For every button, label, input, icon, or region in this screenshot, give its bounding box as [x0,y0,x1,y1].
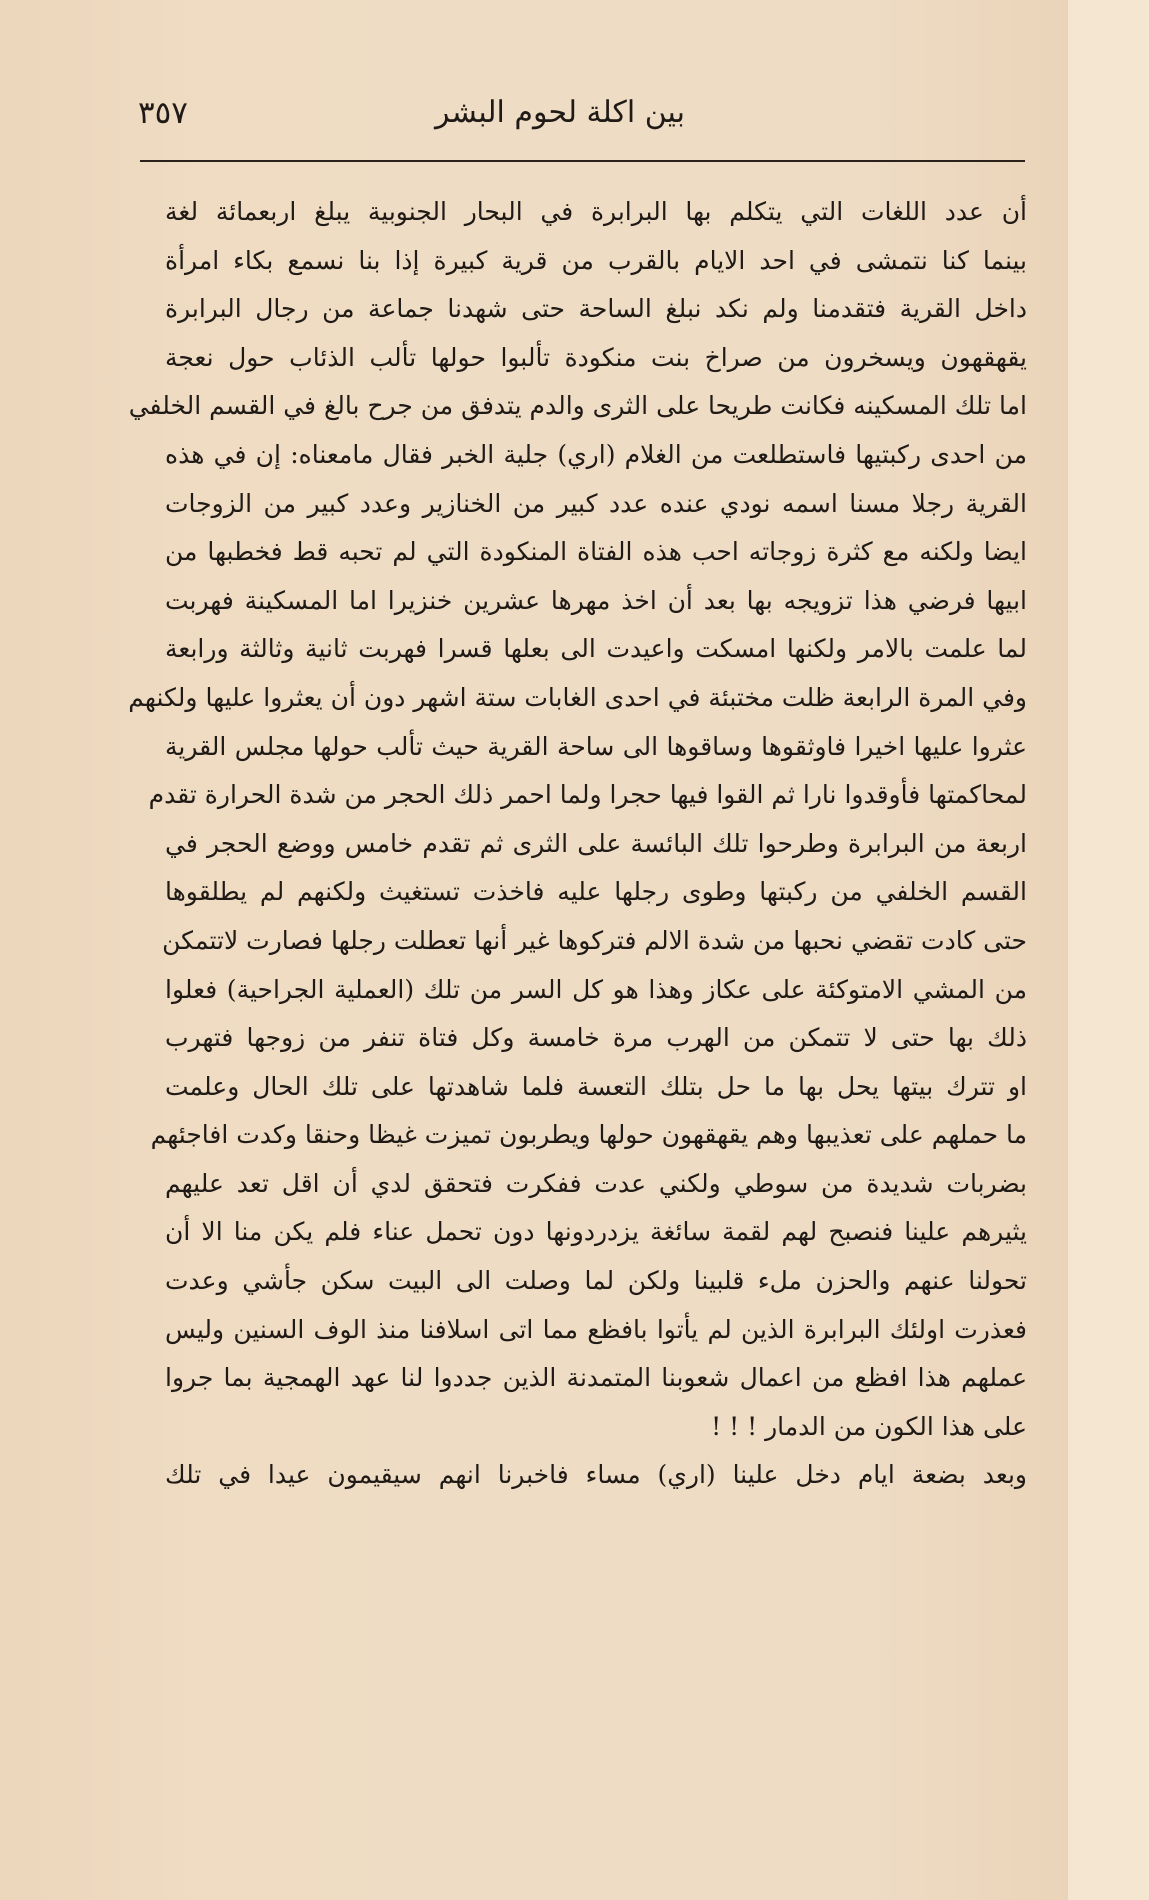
text-line: ابيها فرضي هذا تزويجه بها بعد أن اخذ مهرها عشرين خنزيرا اما المسكينة فهربت [165,585,1027,615]
text-line: بضربات شديدة من سوطي ولكني عدت ففكرت فتحقق لدي أن اقل تعد عليهم [165,1168,1027,1198]
text-line: ما حملهم على تعذيبها وهم يقهقهون حولها ويطربون تميزت غيظا وحنقا وكدت افاجئهم [150,1120,1027,1150]
text-line: يثيرهم علينا فنصبح لهم لقمة سائغة يزدردونها دون تحمل عناء فلم يكن منا الا أن [165,1217,1027,1247]
page-number: ٣٥٧ [138,95,188,131]
text-line: من المشي الامتوكئة على عكاز وهذا هو كل السر من تلك (العملية الجراحية) فعلوا [165,974,1027,1004]
text-line: وبعد بضعة ايام دخل علينا (اري) مساء فاخبرنا انهم سيقيمون عيدا في تلك [165,1460,1027,1490]
text-line: القرية رجلا مسنا اسمه نودي عنده عدد كبير من الخنازير وعدد كبير من الزوجات [165,488,1027,518]
text-line: لما علمت بالامر ولكنها امسكت واعيدت الى بعلها قسرا فهربت ثانية وثالثة ورابعة [165,634,1027,664]
text-line: داخل القرية فتقدمنا ولم نكد نبلغ الساحة حتى شهدنا جماعة من رجال البرابرة [165,294,1027,324]
page-edge [1068,0,1149,1900]
text-line: لمحاكمتها فأوقدوا نارا ثم القوا فيها حجرا ولما احمر ذلك الحجر من شدة الحرارة تقدم [148,780,1027,810]
text-line: أن عدد اللغات التي يتكلم بها البرابرة في البحار الجنوبية يبلغ اربعمائة لغة [165,197,1027,226]
text-line: يقهقهون ويسخرون من صراخ بنت منكودة تألبوا حولها تألب الذئاب حول نعجة [165,342,1027,372]
text-line: على هذا الكون من الدمار ! ! ! [711,1411,1027,1441]
text-line: القسم الخلفي من ركبتها وطوى رجلها عليه فاخذت تستغيث ولكنهم لم يطلقوها [165,877,1027,907]
text-line: ذلك بها حتى لا تتمكن من الهرب مرة خامسة وكل فتاة تنفر من زوجها فتهرب [165,1023,1027,1053]
text-line: بينما كنا نتمشى في احد الايام بالقرب من قرية كبيرة إذا بنا نسمع بكاء امرأة [165,245,1027,275]
text-line: ايضا ولكنه مع كثرة زوجاته احب هذه الفتاة المنكودة التي لم تحبه قط فخطبها من [165,537,1027,567]
header-rule [140,160,1025,162]
text-line: اما تلك المسكينه فكانت طريحا على الثرى والدم يتدفق من جرح بالغ في القسم الخلفي [128,391,1027,421]
text-line: عثروا عليها اخيرا فاوثقوها وساقوها الى ساحة القرية حيث تألب حولها مجلس القرية [165,731,1027,761]
text-line: تحولنا عنهم والحزن ملء قلبينا ولكن لما وصلت الى البيت سكن جأشي وعدت [165,1266,1027,1296]
running-title: بين اكلة لحوم البشر [435,95,685,130]
text-line: فعذرت اولئك البرابرة الذين لم يأتوا بافظع مما اتى اسلافنا منذ الوف السنين وليس [165,1314,1027,1344]
text-line: او تترك بيتها يحل بها ما حل بتلك التعسة فلما شاهدتها على تلك الحال وعلمت [165,1071,1027,1101]
page-text [128,188,1027,1500]
text-line: وفي المرة الرابعة ظلت مختبئة في احدى الغابات ستة اشهر دون أن يعثروا عليها ولكنهم [128,682,1027,712]
text-line: اربعة من البرابرة وطرحوا تلك البائسة على الثرى ثم تقدم خامس ووضع الحجر في [165,828,1027,858]
text-line: عملهم هذا افظع من اعمال شعوبنا المتمدنة الذين جددوا لنا عهد الهمجية بما جروا [165,1363,1027,1393]
text-line: حتى كادت تقضي نحبها من شدة الالم فتركوها غير أنها تعطلت رجلها فصارت لاتتمكن [162,925,1027,955]
text-line: من احدى ركبتيها فاستطلعت من الغلام (اري) جلية الخبر فقال مامعناه: إن في هذه [165,439,1027,469]
